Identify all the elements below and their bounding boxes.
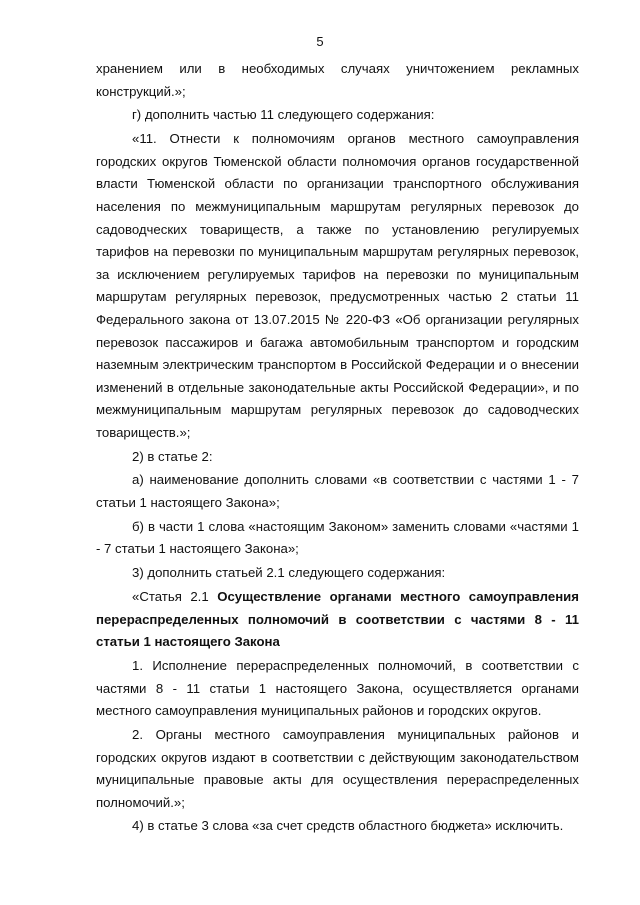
paragraph-item-b: б) в части 1 слова «настоящим Законом» заменить словами «частями 1 - 7 статьи 1 настоящего Закона»; [96,518,579,557]
paragraph-part-11: «11. Отнести к полномочиям органов местного самоуправления городских округов Тюменской области полномочия органов государственной власти Тюменской области по организации транспортного обслуживания населения по межмуниципальным маршрутам регулярных перевозок до садоводческих товариществ, а также по установлению регулируемых тарифов на перевозки по муниципальным маршрутам регулярных перевозок, за исключением регулируемых тарифов на перевозки по муниципальным маршрутам регулярных перевозок, предусмотренных частью 2 статьи 11 Федерального закона от 13.07.2015 № 220-ФЗ «Об организации регулярных перевозок пассажиров и багажа автомобильным транспортом и городским наземным электрическим транспортом в Российской Федерации и о внесении изменений в отдельные законодательные акты Российской Федерации», и по межмуниципальным маршрутам регулярных перевозок до садоводческих товариществ.»; [96,131,579,440]
article-2-1-heading [96,586,579,654]
article-heading-prefix: «Статья 2.1 [132,588,218,604]
paragraph-article-2: 2) в статье 2: [132,448,213,464]
paragraph-amendment-g: г) дополнить частью 11 следующего содержания: [132,107,435,123]
paragraph-clause-2: 2. Органы местного самоуправления муниципальных районов и городских округов издают в соответствии с действующим законодательством муниципальные правовые акты для осуществления перераспределенных полномочий.»; [96,726,579,810]
document-body [96,58,579,839]
paragraph-clause-1: 1. Исполнение перераспределенных полномочий, в соответствии с частями 8 - 11 статьи 1 настоящего Закона, осуществляется органами местного самоуправления муниципальных районов и городских округов. [96,657,579,719]
text-line: хранением или в необходимых случаях уничтожением рекламных [96,61,579,76]
paragraph-item-3: 3) дополнить статьей 2.1 следующего содержания: [132,565,446,581]
paragraph-continuation [96,58,579,103]
page-number: 5 [316,34,324,49]
article-heading-title: Осуществление органами местного самоуправления перераспределенных полномочий в соответствии с частями 8 - 11 статьи 1 настоящего Закона [96,588,579,650]
paragraph-item-a: а) наименование дополнить словами «в соответствии с частями 1 - 7 статьи 1 настоящего Закона»; [96,472,579,511]
paragraph-item-4: 4) в статье 3 слова «за счет средств областного бюджета» исключить. [132,818,564,834]
text-line: конструкций.»; [96,83,186,99]
